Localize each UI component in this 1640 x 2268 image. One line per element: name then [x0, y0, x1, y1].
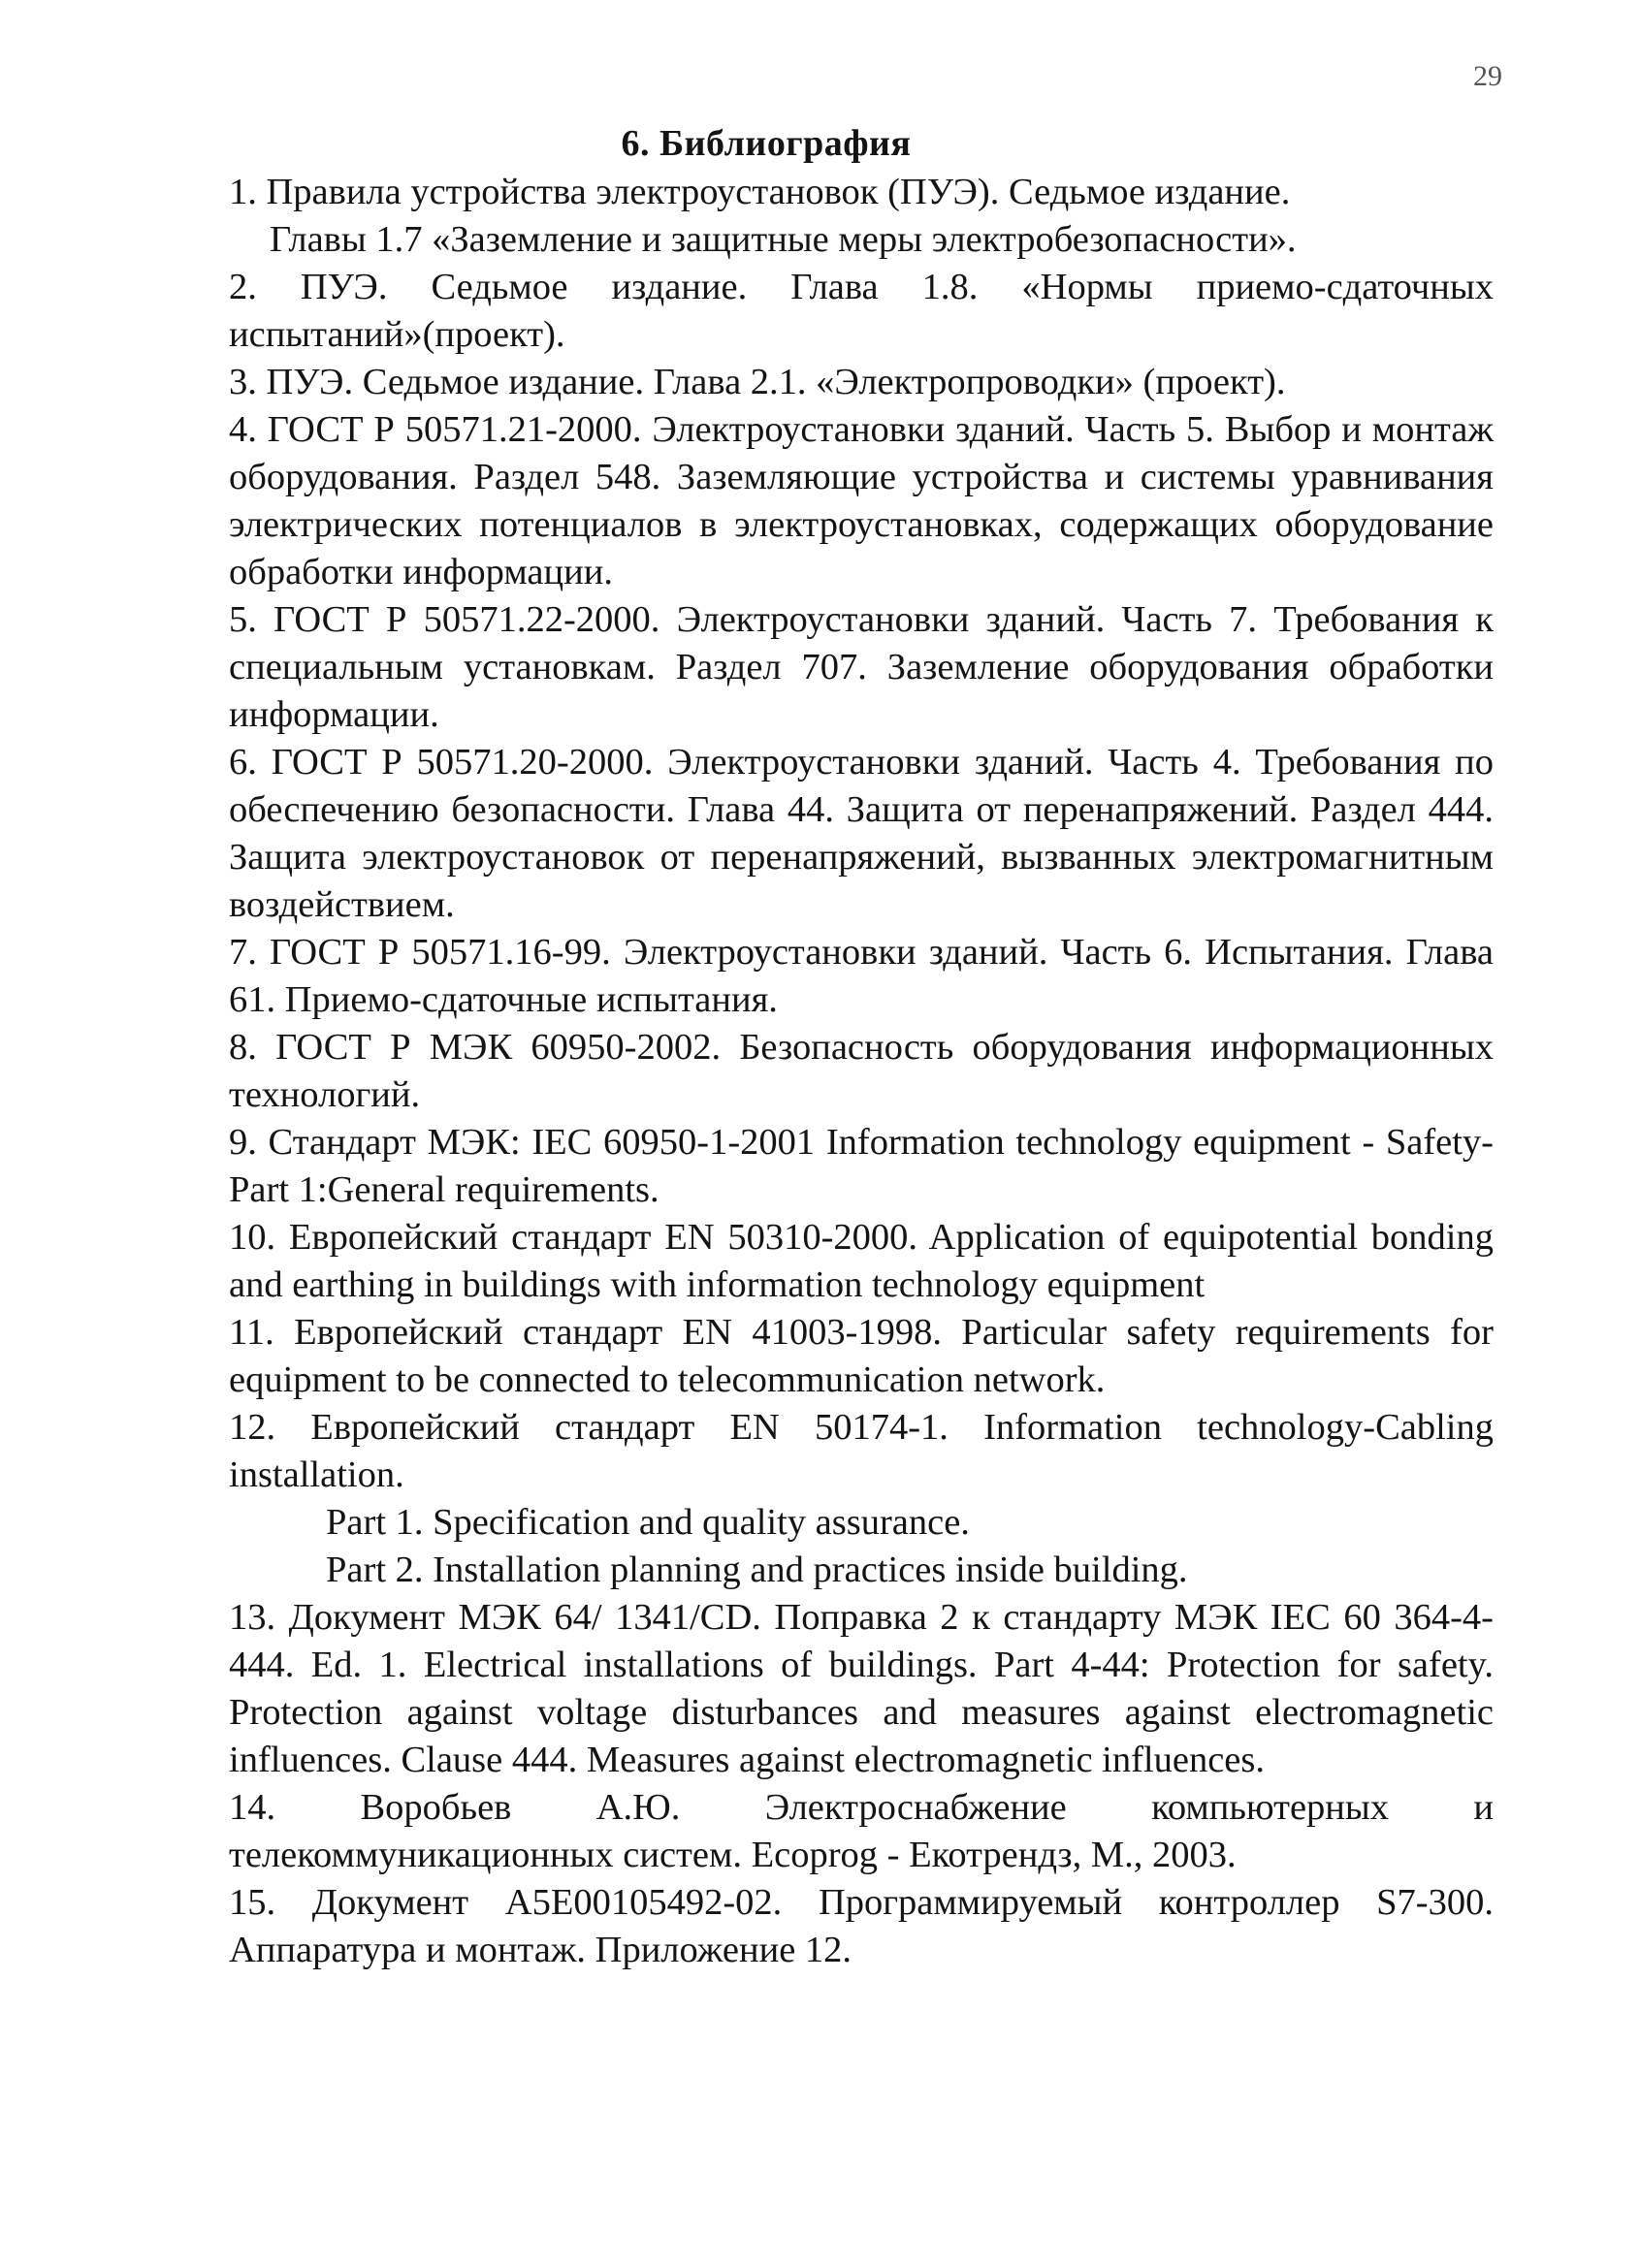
bibliography-entry-5: 5. ГОСТ Р 50571.22-2000. Электроустановки зданий. Часть 7. Требования к специальным установкам. Раздел 707. Заземление оборудования обработки информации. — [229, 599, 1494, 735]
page-number: 29 — [1473, 60, 1502, 92]
section-title: 6. Библиография — [621, 123, 912, 164]
bibliography-entry-6: 6. ГОСТ Р 50571.20-2000. Электроустановки зданий. Часть 4. Требования по обеспечению безопасности. Глава 44. Защита от перенапряжений. Раздел 444. Защита электроустановок от перенапряжений, вызванных электромагнитным воздействием. — [229, 742, 1494, 925]
bibliography-entry-8: 8. ГОСТ Р МЭК 60950-2002. Безопасность оборудования информационных технологий. — [229, 1027, 1494, 1115]
bibliography-entry-7: 7. ГОСТ Р 50571.16-99. Электроустановки зданий. Часть 6. Испытания. Глава 61. Приемо-сдаточные испытания. — [229, 932, 1494, 1020]
bibliography-entry-4: 4. ГОСТ Р 50571.21-2000. Электроустановки зданий. Часть 5. Выбор и монтаж оборудования. Раздел 548. Заземляющие устройства и системы уравнивания электрических потенциалов в электроустановках, содержащих оборудование обработки информации. — [229, 409, 1494, 592]
bibliography-entry-1 — [229, 169, 1494, 264]
bibliography-list — [229, 169, 1494, 1974]
entry-12-part-1: Part 1. Specification and quality assurance. — [326, 1502, 970, 1543]
entry-12-part-2: Part 2. Installation planning and practices inside building. — [326, 1549, 1188, 1590]
bibliography-entry-9: 9. Стандарт МЭК: IEC 60950-1-2001 Information technology equipment - Safety-Part 1:General requirements. — [229, 1122, 1494, 1210]
bibliography-entry-11: 11. Европейский стандарт EN 41003-1998. Particular safety requirements for equipment to be connected to telecommunication network. — [229, 1312, 1494, 1400]
bibliography-entry-14: 14. Воробьев А.Ю. Электроснабжение компьютерных и телекоммуникационных систем. Ecoprog - Екотрендз, М., 2003. — [229, 1787, 1494, 1875]
bibliography-entry-12: 12. Европейский стандарт EN 50174-1. Information technology-Cabling installation. — [229, 1407, 1494, 1495]
bibliography-entry-13: 13. Документ МЭК 64/ 1341/CD. Поправка 2 к стандарту МЭК IEC 60 364-4-444. Ed. 1. Electrical installations of buildings. Part 4-44: Protection for safety. Protection against voltage disturbances and measures against electromagnetic influences. Clause 444. Measures against electromagnetic influences. — [229, 1597, 1494, 1780]
bibliography-entry-10: 10. Европейский стандарт EN 50310-2000. Application of equipotential bonding and earthing in buildings with information technology equipment — [229, 1217, 1494, 1305]
bibliography-entry-15: 15. Документ A5E00105492-02. Программируемый контроллер S7-300. Аппаратура и монтаж. Приложение 12. — [229, 1882, 1494, 1970]
bibliography-entry-3: 3. ПУЭ. Седьмое издание. Глава 2.1. «Электропроводки» (проект). — [229, 362, 1286, 402]
entry-1-line-2: Главы 1.7 «Заземление и защитные меры электробезопасности». — [270, 219, 1297, 260]
entry-1-line-1: 1. Правила устройства электроустановок (ПУЭ). Седьмое издание. — [229, 172, 1291, 212]
bibliography-entry-2: 2. ПУЭ. Седьмое издание. Глава 1.8. «Нормы приемо-сдаточных испытаний»(проект). — [229, 267, 1494, 355]
